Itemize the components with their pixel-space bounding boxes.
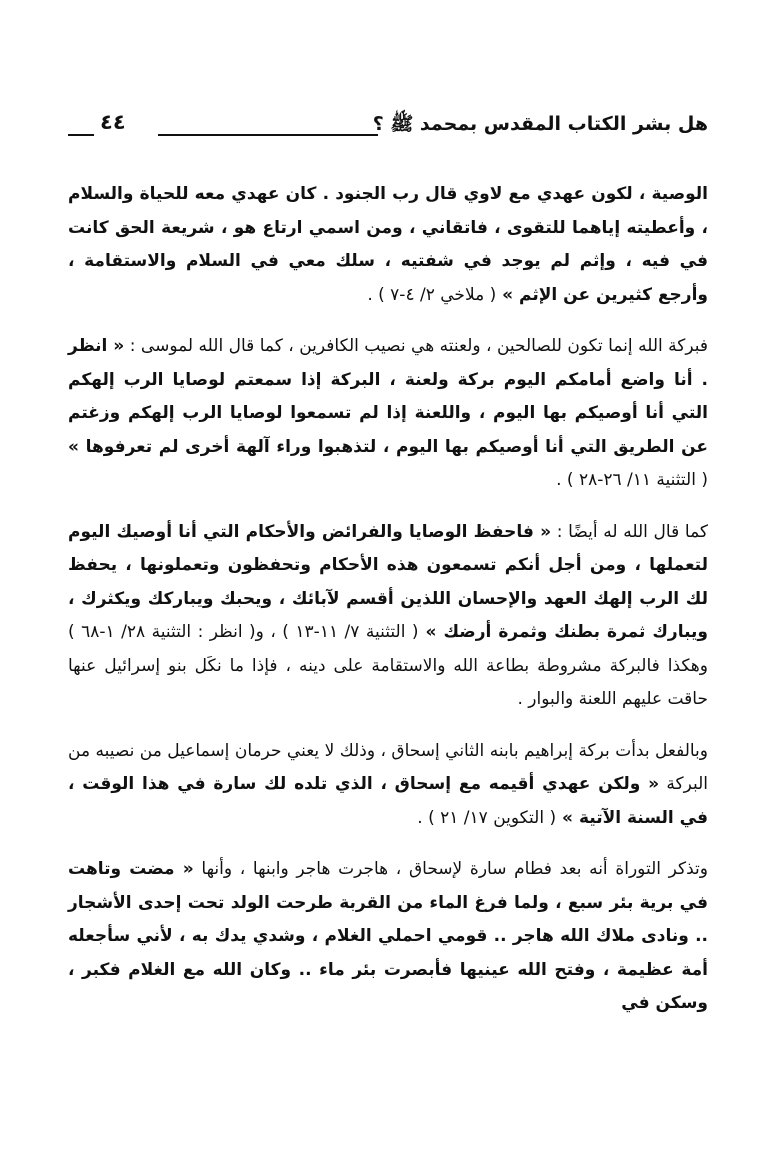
citation-text: ( التثنية ٧/ ١١-١٣ ) ، و( انظر : التثنية ٢٨/ ١-٦٨ ) وهكذا فالبركة مشروطة بطاعة الله والاستقامة على دينه ، فإذا ما نكَل بنو إسرائيل عنها حاقت عليهم اللعنة والبوار . <box>68 622 708 709</box>
running-header <box>68 108 708 148</box>
quote-text: الوصية ، لكون عهدي مع لاوي قال رب الجنود . كان عهدي معه للحياة والسلام ، وأعطيته إياهما للتقوى ، فاتقاني ، ومن اسمي ارتاع هو ، شريعة الحق كانت في فيه ، وإثم لم يوجد في شفتيه ، سلك معي في السلام والاستقامة ، وأرجع كثيرين عن الإثم » <box>68 184 708 305</box>
citation-text: ( التثنية ١١/ ٢٦-٢٨ ) . <box>556 470 708 490</box>
book-page <box>68 0 708 1166</box>
quote-text: « ولكن عهدي أقيمه مع إسحاق ، الذي تلده لك سارة في هذا الوقت ، في السنة الآتية » <box>68 774 708 828</box>
page-number-rule <box>68 134 94 136</box>
paragraph <box>68 853 708 1021</box>
header-rule <box>158 134 378 136</box>
paragraph <box>68 516 708 717</box>
paragraph <box>68 178 708 312</box>
citation-text: ( ملاخي ٢/ ٤-٧ ) . <box>367 284 497 305</box>
page-number: ٤٤ <box>100 110 126 134</box>
body-text: كما قال الله له أيضًا : <box>551 521 708 542</box>
header-title: هل بشر الكتاب المقدس بمحمد ﷺ ؟ <box>372 113 708 135</box>
body-text: وبالفعل بدأت بركة إبراهيم بابنه الثاني إسحاق ، وذلك لا يعني حرمان إسماعيل من نصيبه من البركة <box>68 740 709 794</box>
paragraph <box>68 330 708 498</box>
page-body <box>68 178 708 1039</box>
quote-text: « انظر . أنا واضع أمامكم اليوم بركة ولعنة ، البركة إذا سمعتم لوصايا الرب إلهكم التي أنا أوصيكم بها اليوم ، واللعنة إذا لم تسمعوا لوصايا الرب إلهكم وزغتم عن الطريق التي أنا أوصيكم بها اليوم ، لتذهبوا وراء آلهة أخرى لم تعرفوها » <box>68 336 708 457</box>
paragraph <box>68 735 708 836</box>
body-text: فبركة الله إنما تكون للصالحين ، ولعنته هي نصيب الكافرين ، كما قال الله لموسى : <box>124 336 709 356</box>
body-text: وتذكر التوراة أنه بعد فطام سارة لإسحاق ، هاجرت هاجر وابنها ، وأنها <box>193 859 708 879</box>
quote-text: « فاحفظ الوصايا والفرائض والأحكام التي أنا أوصيك اليوم لتعملها ، ومن أجل أنكم تسمعون هذه الأحكام وتحفظون وتعملونها ، يحفظ لك الرب إلهك العهد والإحسان اللذين أقسم لآبائك ، ويحبك ويباركك ويكثرك ، ويبارك ثمرة بطنك وثمرة أرضك » <box>68 521 708 642</box>
citation-text: ( التكوين ١٧/ ٢١ ) . <box>417 807 557 828</box>
quote-text: « مضت وتاهت في برية بئر سبع ، ولما فرغ الماء من القربة طرحت الولد تحت إحدى الأشجار .. ونادى ملاك الله هاجر .. قومي احملي الغلام ، وشدي يدك به ، لأني سأجعله أمة عظيمة ، وفتح الله عينيها فأبصرت بئر ماء .. وكان الله مع الغلام فكبر ، وسكن في <box>68 859 708 1013</box>
